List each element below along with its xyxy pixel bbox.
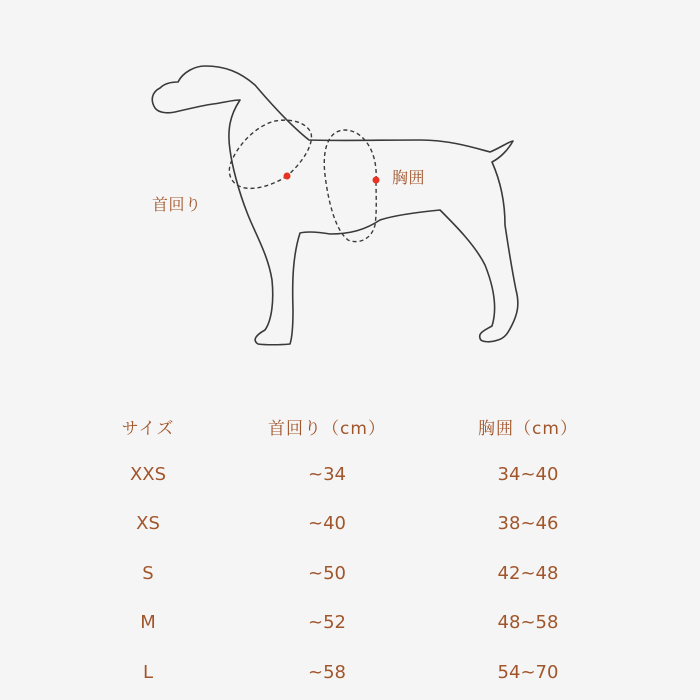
size-cell: L [142, 661, 154, 683]
chest-label: 胸囲 [392, 168, 426, 187]
size-cell: S [142, 562, 154, 584]
chest-cell: 42~48 [497, 562, 559, 584]
chest-cell: 54~70 [497, 661, 559, 683]
neck-label: 首回り [152, 195, 202, 214]
header-size: サイズ [121, 419, 175, 439]
size-cell: XS [136, 513, 160, 534]
table-header [0, 402, 700, 452]
size-table [0, 402, 700, 699]
table-row [0, 452, 700, 502]
table-row [0, 551, 700, 601]
neck-cell: ~52 [308, 612, 346, 633]
table-row [0, 650, 700, 700]
header-neck: 首回り（cm） [268, 419, 386, 439]
header-chest: 胸囲（cm） [478, 419, 578, 439]
neck-measure-line [229, 120, 311, 188]
neck-cell: ~50 [308, 562, 346, 584]
chest-marker [373, 177, 380, 184]
chest-measure-line [324, 130, 376, 242]
size-cell: XXS [129, 463, 167, 485]
neck-cell: ~34 [308, 463, 346, 485]
neck-marker [284, 173, 291, 180]
neck-cell: ~40 [308, 513, 346, 534]
neck-cell: ~58 [308, 661, 346, 683]
table-row [0, 501, 700, 551]
table-row [0, 600, 700, 650]
chest-cell: 48~58 [497, 612, 559, 633]
chest-cell: 34~40 [497, 463, 559, 485]
size-cell: M [140, 612, 156, 633]
chest-cell: 38~46 [497, 513, 559, 534]
dog-outline [152, 66, 518, 345]
